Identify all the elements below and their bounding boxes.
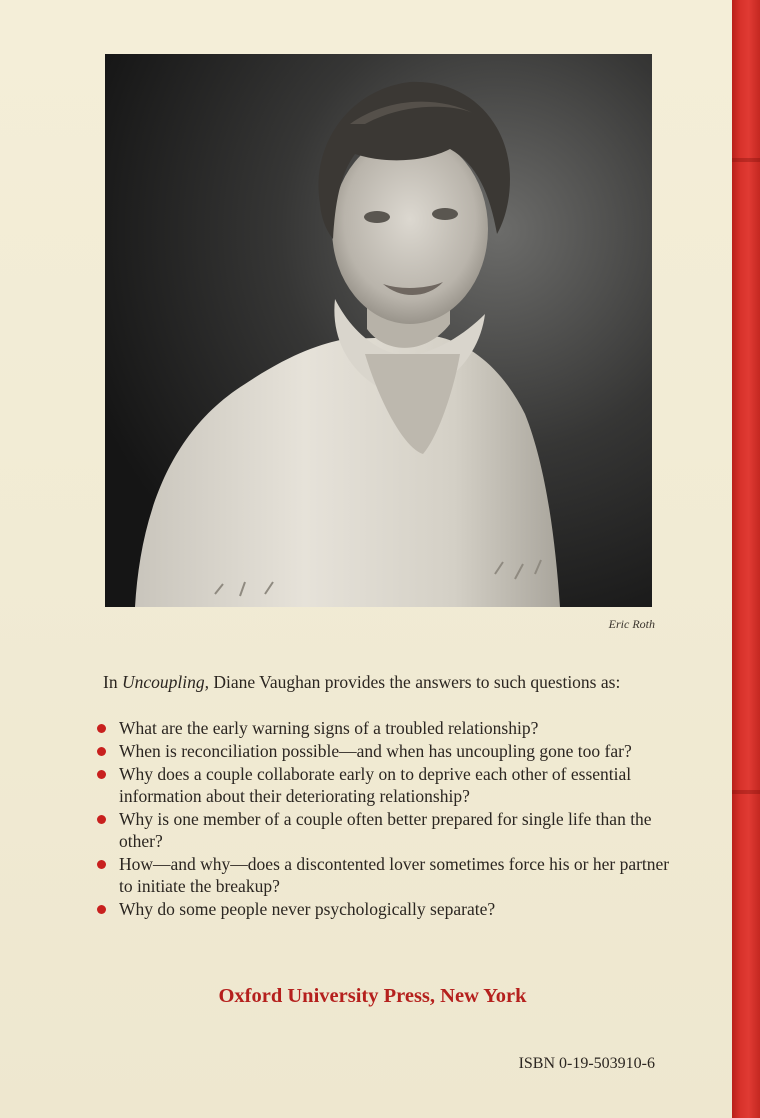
- list-item: [97, 740, 677, 762]
- question-text: When is reconciliation possible—and when has uncoupling gone too far?: [119, 741, 632, 761]
- question-text: Why does a couple collaborate early on to deprive each other of essential information about their deteriorating relationship?: [119, 764, 632, 806]
- intro-prefix: In: [103, 672, 122, 692]
- intro-suffix: Diane Vaughan provides the answers to such questions as:: [208, 672, 621, 692]
- question-text: Why is one member of a couple often better prepared for single life than the other?: [119, 809, 652, 851]
- isbn-number: ISBN 0-19-503910-6: [518, 1055, 655, 1072]
- question-list: [97, 717, 677, 921]
- spine-crease: [732, 158, 760, 162]
- bullet-icon: [97, 860, 106, 869]
- author-portrait-image: [105, 54, 652, 607]
- list-item: [97, 898, 677, 920]
- bullet-icon: [97, 724, 106, 733]
- question-text: Why do some people never psychologically separate?: [119, 899, 496, 919]
- spine-crease: [732, 790, 760, 794]
- list-item: [97, 717, 677, 739]
- bullet-icon: [97, 815, 106, 824]
- bullet-icon: [97, 770, 106, 779]
- question-text: How—and why—does a discontented lover sometimes force his or her partner to initiate the breakup?: [119, 854, 670, 896]
- intro-paragraph: [103, 671, 673, 693]
- author-photo: [105, 54, 652, 607]
- photo-credit: Eric Roth: [608, 617, 655, 631]
- question-text: What are the early warning signs of a troubled relationship?: [119, 718, 539, 738]
- red-spine: [732, 0, 760, 1118]
- list-item: [97, 853, 677, 897]
- publisher-name: Oxford University Press, New York: [218, 985, 527, 1007]
- book-title: Uncoupling,: [121, 672, 209, 692]
- list-item: [97, 763, 677, 807]
- bullet-icon: [97, 747, 106, 756]
- list-item: [97, 808, 677, 852]
- bullet-icon: [97, 905, 106, 914]
